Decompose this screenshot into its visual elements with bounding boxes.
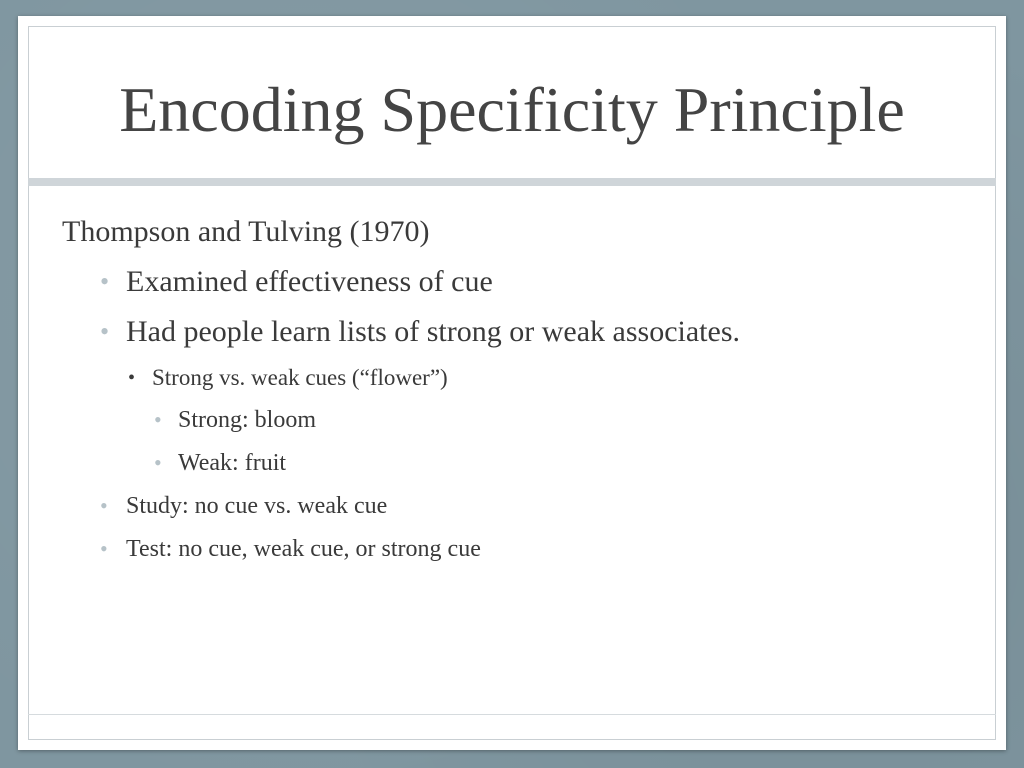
bullet-text: Examined effectiveness of cue [126, 265, 493, 298]
footer-divider [28, 714, 996, 715]
bullet-strong-vs-weak [62, 362, 962, 394]
bullet-icon: • [100, 317, 110, 346]
bullet-text: Weak: fruit [178, 450, 287, 476]
bullet-icon: • [100, 267, 110, 296]
bullet-text: Test: no cue, weak cue, or strong cue [126, 536, 481, 562]
bullet-icon: • [100, 493, 108, 518]
bullet-icon: • [154, 407, 162, 432]
citation-heading: Thompson and Tulving (1970) [62, 215, 430, 248]
slide [18, 16, 1006, 750]
slide-body [62, 212, 962, 576]
bullet-strong [62, 404, 962, 436]
title-divider [28, 178, 996, 186]
bullet-text: Strong vs. weak cues (“flower”) [152, 365, 448, 390]
bullet-text: Had people learn lists of strong or weak associates. [126, 315, 740, 348]
bullet-examined [62, 262, 962, 302]
bullet-icon: • [154, 450, 162, 475]
bullet-icon: • [100, 536, 108, 561]
bullet-icon: • [128, 367, 136, 389]
bullet-had-people [62, 312, 962, 352]
bullet-text: Study: no cue vs. weak cue [126, 493, 388, 519]
bullet-weak [62, 447, 962, 479]
bullet-study [62, 490, 962, 522]
bullet-test [62, 533, 962, 565]
slide-title: Encoding Specificity Principle [119, 74, 905, 145]
bullet-text: Strong: bloom [178, 407, 317, 433]
